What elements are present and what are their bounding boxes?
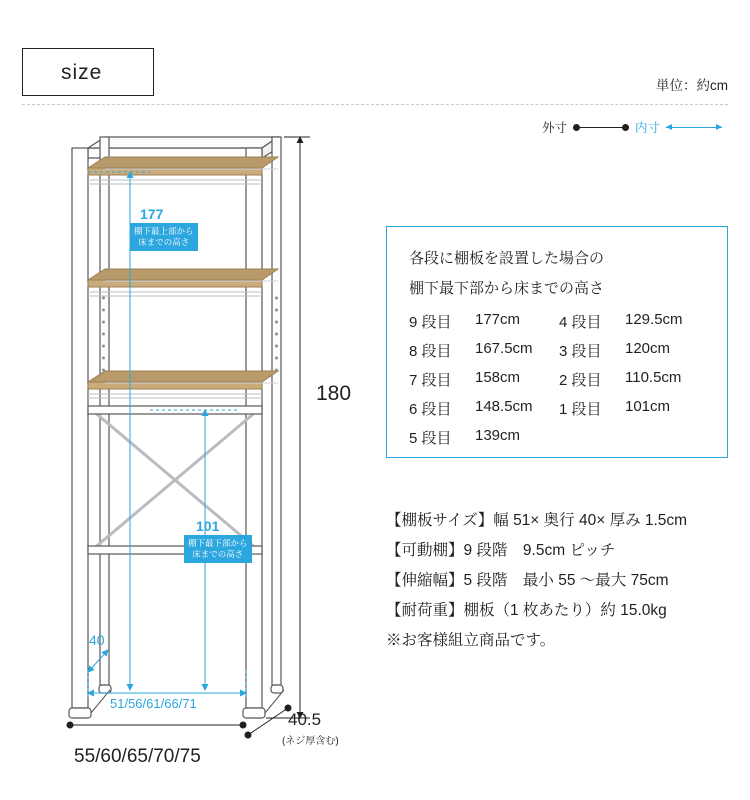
callout-inner-bottom xyxy=(184,535,252,563)
row-label: 8 段目 xyxy=(409,343,452,360)
panel-heading-line1: 各段に棚板を設置した場合の xyxy=(409,250,605,267)
row-value: 148.5cm xyxy=(475,398,533,415)
row-label: 9 段目 xyxy=(409,314,452,331)
legend-inner-label: 内寸 xyxy=(634,121,660,135)
row-label: 2 段目 xyxy=(559,372,602,389)
rack-line-drawing xyxy=(0,110,386,780)
panel-heading-line2: 棚下最下部から床までの高さ xyxy=(409,280,605,297)
row-value: 129.5cm xyxy=(625,311,683,328)
spec-assembly-note: ※お客様組立商品です。 xyxy=(386,632,556,649)
size-title-box xyxy=(22,48,154,96)
table-row xyxy=(409,427,709,456)
row-value: 167.5cm xyxy=(475,340,533,357)
shelf-height-table xyxy=(409,311,709,456)
row-label: 4 段目 xyxy=(559,314,602,331)
dim-outer-width xyxy=(67,722,247,729)
table-row xyxy=(409,340,709,369)
row-value: 139cm xyxy=(475,427,521,444)
spec-shelf-size: 【棚板サイズ】幅 51× 奥行 40× 厚み 1.5cm xyxy=(386,512,688,529)
row-label: 1 段目 xyxy=(559,401,602,418)
row-value: 120cm xyxy=(625,340,671,357)
row-label: 3 段目 xyxy=(559,343,602,360)
legend-inner-symbol xyxy=(666,122,722,132)
row-label: 6 段目 xyxy=(409,401,452,418)
label-outer-depth-note: (ネジ厚含む) xyxy=(282,736,339,747)
row-label: 7 段目 xyxy=(409,372,452,389)
label-outer-depth: 40.5 xyxy=(288,710,322,729)
callout-inner-bottom-line2: 床までの高さ xyxy=(192,549,244,559)
legend xyxy=(542,118,728,136)
label-inner-depth: 40 xyxy=(89,632,105,648)
header-divider xyxy=(22,104,728,105)
spec-list xyxy=(386,506,736,656)
table-row xyxy=(409,311,709,340)
row-value: 110.5cm xyxy=(625,369,682,386)
spec-expandable: 【伸縮幅】5 段階 最小 55 ～最大 75cm xyxy=(386,572,669,589)
callout-inner-bottom-line1: 棚下最下部から xyxy=(188,538,248,548)
label-outer-height: 180 xyxy=(316,382,352,405)
cross-brace xyxy=(92,410,258,550)
shelf-height-panel xyxy=(386,226,728,458)
product-dimension-drawing xyxy=(0,110,386,780)
callout-inner-top-line1: 棚下最上部から xyxy=(134,226,194,236)
legend-outer-label: 外寸 xyxy=(541,121,567,135)
legend-outer-symbol xyxy=(573,122,629,132)
table-row xyxy=(409,398,709,427)
label-inner-bottom-value: 101 xyxy=(196,518,220,534)
table-row xyxy=(409,369,709,398)
label-inner-width: 51/56/61/66/71 xyxy=(110,696,197,711)
row-value: 101cm xyxy=(625,398,671,415)
spec-adjustable: 【可動棚】9 段階 9.5cm ピッチ xyxy=(386,542,616,559)
row-value: 177cm xyxy=(475,311,521,328)
callout-inner-top xyxy=(130,223,198,251)
row-label: 5 段目 xyxy=(409,430,452,447)
callout-inner-top-line2: 床までの高さ xyxy=(138,237,190,247)
spec-load-capacity: 【耐荷重】棚板（1 枚あたり）約 15.0kg xyxy=(386,602,667,619)
unit-note: 単位：約cm xyxy=(656,78,728,93)
size-title: size xyxy=(61,61,103,84)
row-value: 158cm xyxy=(475,369,521,386)
label-inner-top-value: 177 xyxy=(140,206,164,222)
label-outer-width: 55/60/65/70/75 xyxy=(74,746,201,767)
